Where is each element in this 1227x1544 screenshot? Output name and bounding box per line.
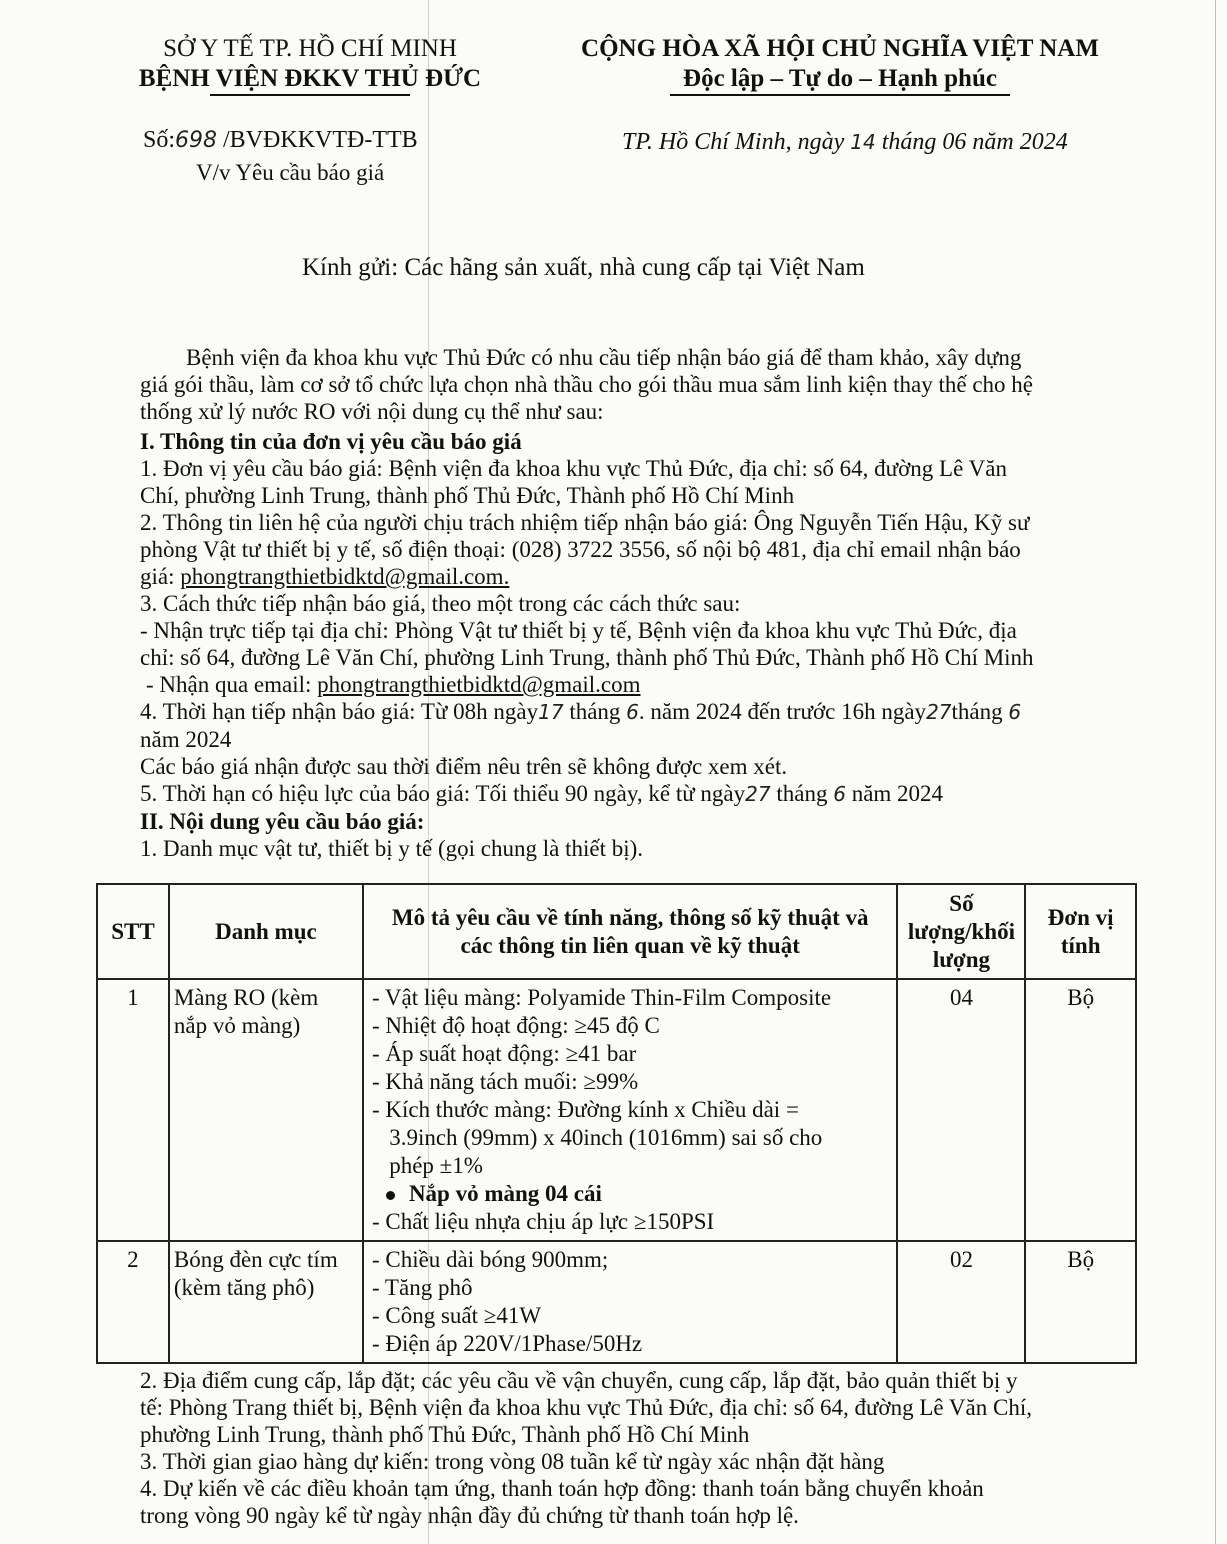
section-2-title: II. Nội dung yêu cầu báo giá:: [140, 809, 425, 834]
header-desc-line: các thông tin liên quan về kỹ thuật: [460, 932, 800, 958]
delivery-location-line: tế: Phòng Trang thiết bị, Bệnh viện đa khoa khu vực Thủ Đức, địa chỉ: số 64, đường Lê Văn Chí,: [140, 1395, 1032, 1420]
intro-paragraph: [140, 344, 1033, 425]
country-name: CỘNG HÒA XÃ HỘI CHỦ NGHĨA VIỆT NAM: [581, 35, 1099, 62]
header-qty-line: lượng: [932, 946, 991, 972]
row-desc: [363, 1241, 898, 1363]
row-stt: 1: [97, 979, 169, 1241]
header-unit-line: tính: [1060, 932, 1101, 958]
validity-line: [140, 780, 1034, 808]
deadline-day1-handwritten: 17: [538, 700, 564, 724]
header-qty-line: lượng/khối: [907, 918, 1015, 944]
hospital-name: BỆNH VIỆN ĐKKV THỦ ĐỨC: [138, 65, 482, 92]
table-header-row: [97, 884, 1136, 979]
spec-line: 3.9inch (99mm) x 40inch (1016mm) sai số cho: [371, 1125, 823, 1150]
deadline-day2-handwritten: 27: [926, 700, 952, 724]
spec-line: - Tăng phô: [371, 1275, 473, 1300]
spec-line: - Điện áp 220V/1Phase/50Hz: [371, 1331, 643, 1356]
header-desc-line: Mô tả yêu cầu về tính năng, thông số kỹ thuật và: [391, 904, 869, 930]
contact-line: [140, 563, 1034, 590]
receive-method-line: 3. Cách thức tiếp nhận báo giá, theo một trong các cách thức sau:: [140, 591, 741, 616]
validity-month-handwritten: 6: [833, 782, 846, 806]
header-qty: [897, 884, 1025, 979]
validity-day-handwritten: 27: [745, 782, 771, 806]
receive-direct-line: chỉ: số 64, đường Lê Văn Chí, phường Linh Trung, thành phố Thủ Đức, Thành phố Hồ Chí Minh: [140, 645, 1034, 670]
document-subject: V/v Yêu cầu báo giá: [196, 160, 385, 185]
salutation: Kính gửi: Các hãng sản xuất, nhà cung cấp tại Việt Nam: [302, 254, 865, 281]
deadline-year-line: năm 2024: [140, 727, 232, 752]
date-prefix: TP. Hồ Chí Minh, ngày: [622, 129, 845, 155]
receive-email-link[interactable]: phongtrangthietbidktd@gmail.com: [317, 672, 641, 697]
requester-line: Chí, phường Linh Trung, thành phố Thủ Đức, Thành phố Hồ Chí Minh: [140, 483, 795, 508]
header-name: Danh mục: [169, 884, 363, 979]
national-header: [540, 34, 1140, 96]
row-stt: 2: [97, 1241, 169, 1363]
issue-date: [622, 129, 1068, 156]
intro-line: giá gói thầu, làm cơ sở tổ chức lựa chọn nhà thầu cho gói thầu mua sắm linh kiện thay thế cho hệ: [140, 372, 1034, 397]
payment-terms-line: 4. Dự kiến về các điều khoản tạm ứng, thanh toán hợp đồng: thanh toán bằng chuyển khoản: [140, 1476, 984, 1501]
motto-underline: [670, 94, 1010, 96]
section-1-title: I. Thông tin của đơn vị yêu cầu báo giá: [140, 429, 522, 454]
header-qty-line: Số: [949, 890, 974, 916]
validity-text: năm 2024: [851, 781, 944, 806]
receive-email-line: [140, 671, 1034, 698]
late-quote-note: Các báo giá nhận được sau thời điểm nêu trên sẽ không được xem xét.: [140, 754, 788, 779]
section-2-details: [140, 1367, 1032, 1529]
spec-line: - Chất liệu nhựa chịu áp lực ≥150PSI: [371, 1209, 715, 1234]
row-qty: 02: [897, 1241, 1025, 1363]
doc-number-handwritten: 698: [175, 128, 218, 153]
date-rest: tháng 06 năm 2024: [881, 129, 1068, 155]
equipment-table: [96, 883, 1137, 1364]
date-day-handwritten: 14: [850, 130, 876, 154]
row-name: [169, 1241, 363, 1363]
deadline-text: tháng: [951, 699, 1003, 724]
payment-terms-line: trong vòng 90 ngày kể từ ngày nhận đầy đủ chứng từ thanh toán hợp lệ.: [140, 1503, 799, 1528]
row-unit: Bộ: [1025, 1241, 1136, 1363]
header-desc: [363, 884, 898, 979]
doc-number-prefix: Số:: [143, 127, 176, 153]
deadline-line: [140, 698, 1034, 726]
row-unit: Bộ: [1025, 979, 1136, 1241]
motto: Độc lập – Tự do – Hạnh phúc: [683, 65, 997, 92]
row-name-line: (kèm tăng phô): [173, 1275, 315, 1300]
deadline-text: tháng: [569, 699, 621, 724]
spec-line: - Nhiệt độ hoạt động: ≥45 độ C: [371, 1013, 660, 1038]
header-stt: STT: [97, 884, 169, 979]
receive-direct-line: - Nhận trực tiếp tại địa chỉ: Phòng Vật tư thiết bị y tế, Bệnh viện đa khoa khu vực Thủ Đức, địa: [140, 618, 1017, 643]
doc-number-suffix: /BVĐKKVTĐ-TTB: [223, 127, 418, 153]
row-name-line: Bóng đèn cực tím: [173, 1247, 338, 1272]
spec-line: - Kích thước màng: Đường kính x Chiều dài =: [371, 1097, 799, 1122]
validity-text: tháng: [776, 781, 828, 806]
row-qty: 04: [897, 979, 1025, 1241]
intro-line: thống xử lý nước RO với nội dung cụ thể như sau:: [140, 399, 604, 424]
row-desc: [363, 979, 898, 1241]
receive-email-prefix: - Nhận qua email:: [146, 672, 318, 697]
row-name: [169, 979, 363, 1241]
delivery-location-line: phường Linh Trung, thành phố Thủ Đức, Thành phố Hồ Chí Minh: [140, 1422, 750, 1447]
row-name-line: nắp vỏ màng): [173, 1013, 301, 1038]
header-unit-line: Đơn vị: [1047, 904, 1114, 930]
document-number: [143, 127, 418, 154]
requester-line: 1. Đơn vị yêu cầu báo giá: Bệnh viện đa khoa khu vực Thủ Đức, địa chỉ: số 64, đường Lê Văn: [140, 456, 1007, 481]
spec-line: - Áp suất hoạt động: ≥41 bar: [371, 1041, 637, 1066]
spec-line: phép ±1%: [371, 1153, 483, 1178]
spec-line: - Chiều dài bóng 900mm;: [371, 1247, 609, 1272]
intro-line: Bệnh viện đa khoa khu vực Thủ Đức có nhu cầu tiếp nhận báo giá để tham khảo, xây dựng: [186, 345, 1022, 370]
contact-email-prefix: giá:: [140, 564, 181, 589]
deadline-text: . năm 2024 đến trước 16h ngày: [638, 699, 927, 724]
spec-line: - Khả năng tách muối: ≥99%: [371, 1069, 639, 1094]
department-name: SỞ Y TẾ TP. HỒ CHÍ MINH: [163, 35, 457, 62]
delivery-location-line: 2. Địa điểm cung cấp, lắp đặt; các yêu cầu về vận chuyển, cung cấp, lắp đặt, bảo quản thiết bị y: [140, 1368, 1018, 1393]
scan-edge-line: [1215, 0, 1216, 1544]
spec-line: - Công suất ≥41W: [371, 1303, 542, 1328]
table-row: [97, 979, 1136, 1241]
delivery-time-line: 3. Thời gian giao hàng dự kiến: trong vòng 08 tuần kể từ ngày xác nhận đặt hàng: [140, 1449, 885, 1474]
issuer-block: [100, 34, 520, 96]
issuer-underline: [210, 94, 410, 96]
row-name-line: Màng RO (kèm: [173, 985, 319, 1010]
spec-line: - Vật liệu màng: Polyamide Thin-Film Composite: [371, 985, 832, 1010]
deadline-text: 4. Thời hạn tiếp nhận báo giá: Từ 08h ngày: [140, 699, 539, 724]
spec-bullet-text: Nắp vỏ màng 04 cái: [408, 1181, 602, 1206]
contact-line: phòng Vật tư thiết bị y tế, số điện thoại: (028) 3722 3556, số nội bộ 481, địa chỉ email nhận báo: [140, 537, 1021, 562]
header-unit: [1025, 884, 1136, 979]
bullet-dot-icon: [386, 1191, 395, 1200]
contact-email-link[interactable]: phongtrangthietbidktd@gmail.com.: [180, 564, 510, 589]
table-row: [97, 1241, 1136, 1363]
section-1: [140, 428, 1034, 862]
spec-bullet: [372, 1180, 893, 1208]
validity-text: 5. Thời hạn có hiệu lực của báo giá: Tối thiểu 90 ngày, kể từ ngày: [140, 781, 746, 806]
equipment-list-line: 1. Danh mục vật tư, thiết bị y tế (gọi chung là thiết bị).: [140, 836, 644, 861]
deadline-month2-handwritten: 6: [1008, 700, 1022, 724]
deadline-month1-handwritten: 6: [626, 700, 639, 724]
contact-line: 2. Thông tin liên hệ của người chịu trách nhiệm tiếp nhận báo giá: Ông Nguyễn Tiến Hậu, Kỹ sư: [140, 510, 1030, 535]
